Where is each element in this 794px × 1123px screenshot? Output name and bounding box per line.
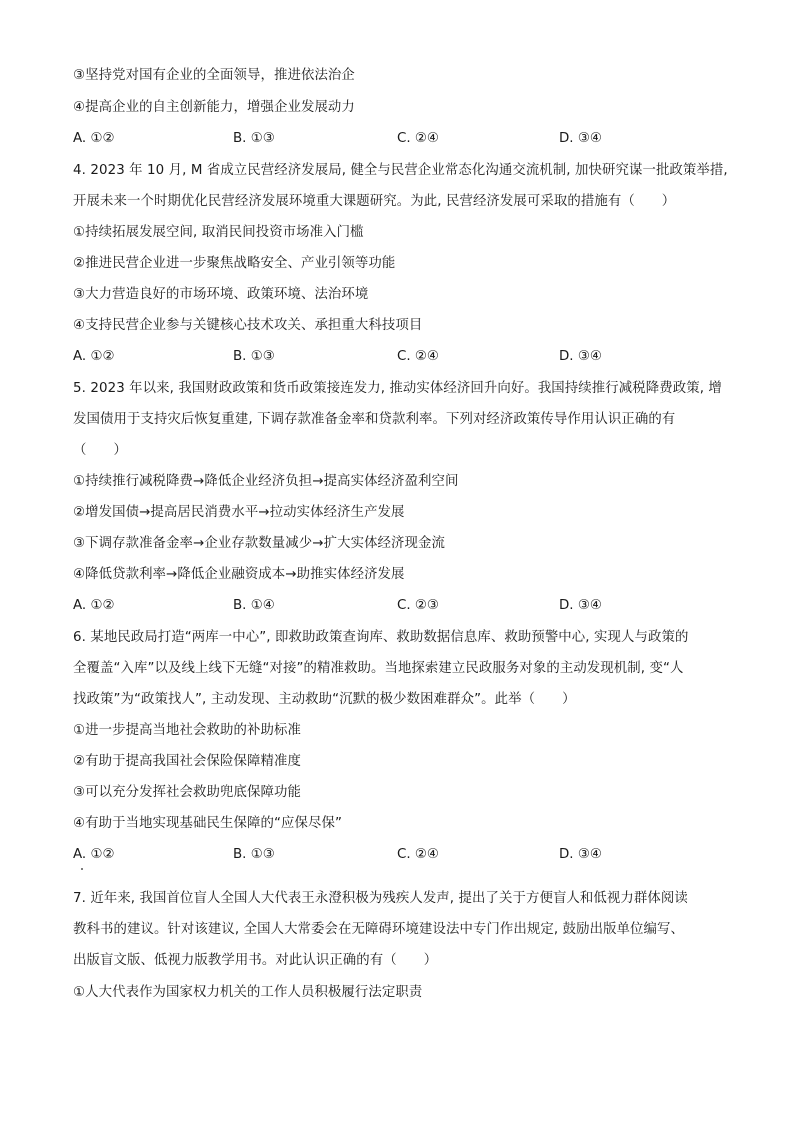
q5-option-d[interactable]: D. ③④ bbox=[559, 598, 602, 613]
q6-item-3: ③可以充分发挥社会救助兜底保障功能 bbox=[73, 785, 301, 800]
q5-stem-line-3: （ ） bbox=[73, 443, 127, 458]
q7-item-1: ①人大代表作为国家权力机关的工作人员积极履行法定职责 bbox=[73, 985, 423, 1000]
q3-item-4: ④提高企业的自主创新能力，增强企业发展动力 bbox=[73, 100, 355, 115]
q5-option-c[interactable]: C. ②③ bbox=[397, 598, 439, 613]
q3-item-3: ③坚持党对国有企业的全面领导，推进依法治企 bbox=[73, 68, 355, 83]
q5-stem-line-1: 5. 2023 年以来, 我国财政政策和货币政策接连发力, 推动实体经济回升向好。我国持续推行减税降费政策, 增 bbox=[73, 381, 722, 396]
q6-stem-line-2: 全覆盖“入库”以及线上线下无缝“对接”的精准救助。当地探索建立民政服务对象的主动发现机制, 变“人 bbox=[73, 661, 684, 676]
q5-item-3: ③下调存款准备金率→企业存款数量减少→扩大实体经济现金流 bbox=[73, 536, 446, 551]
q4-option-a[interactable]: A. ①② bbox=[73, 349, 115, 364]
q4-options bbox=[73, 348, 733, 366]
q7-stem-line-2: 教科书的建议。针对该建议, 全国人大常委会在无障碍环境建设法中专门作出规定, 鼓励出版单位编写、 bbox=[73, 922, 685, 937]
q3-option-a[interactable]: A. ①② bbox=[73, 131, 115, 146]
q3-option-c[interactable]: C. ②④ bbox=[397, 131, 439, 146]
q4-option-c[interactable]: C. ②④ bbox=[397, 349, 439, 364]
q4-option-d[interactable]: D. ③④ bbox=[559, 349, 602, 364]
q5-options bbox=[73, 597, 733, 615]
q6-item-1: ①进一步提高当地社会救助的补助标准 bbox=[73, 723, 301, 738]
q6-stem-line-3: 找政策”为“政策找人”, 主动发现、主动救助“沉默的极少数困难群众”。此举（ ） bbox=[73, 692, 576, 707]
q7-stem-line-1: 7. 近年来, 我国首位盲人全国人大代表王永澄积极为残疾人发声, 提出了关于方便盲人和低视力群体阅读 bbox=[73, 891, 688, 906]
q6-item-2: ②有助于提高我国社会保险保障精准度 bbox=[73, 754, 301, 769]
q4-item-4: ④支持民营企业参与关键核心技术攻关、承担重大科技项目 bbox=[73, 318, 423, 333]
q6-stem-line-1: 6. 某地民政局打造“两库一中心”, 即救助政策查询库、救助数据信息库、救助预警中心, 实现人与政策的 bbox=[73, 630, 689, 645]
q3-option-b[interactable]: B. ①③ bbox=[233, 131, 275, 146]
q5-item-1: ①持续推行减税降费→降低企业经济负担→提高实体经济盈利空间 bbox=[73, 474, 459, 489]
q4-stem-line-2: 开展未来一个时期优化民营经济发展环境重大课题研究。为此, 民营经济发展可采取的措施有（ ） bbox=[73, 194, 676, 209]
q5-item-4: ④降低贷款利率→降低企业融资成本→助推实体经济发展 bbox=[73, 567, 405, 582]
q5-stem-line-2: 发国债用于支持灾后恢复重建, 下调存款准备金率和贷款利率。下列对经济政策传导作用认识正确的有 bbox=[73, 412, 676, 427]
q3-option-d[interactable]: D. ③④ bbox=[559, 131, 602, 146]
q5-option-b[interactable]: B. ①④ bbox=[233, 598, 275, 613]
q7-stem-line-3: 出版盲文版、低视力版教学用书。对此认识正确的有（ ） bbox=[73, 953, 438, 968]
q4-stem-line-1: 4. 2023 年 10 月, M 省成立民营经济发展局, 健全与民营企业常态化沟通交流机制, 加快研究谋一批政策举措, bbox=[73, 163, 728, 178]
q6-option-d[interactable]: D. ③④ bbox=[559, 847, 602, 862]
q4-item-1: ①持续拓展发展空间, 取消民间投资市场准入门槛 bbox=[73, 225, 364, 240]
q4-option-b[interactable]: B. ①③ bbox=[233, 349, 275, 364]
q3-options bbox=[73, 130, 733, 148]
q6-item-4: ④有助于当地实现基础民生保障的“应保尽保” bbox=[73, 816, 343, 831]
q6-option-c[interactable]: C. ②④ bbox=[397, 847, 439, 862]
q4-item-2: ②推进民营企业进一步聚焦战略安全、产业引领等功能 bbox=[73, 256, 396, 271]
q6-options bbox=[73, 846, 733, 864]
q5-item-2: ②增发国债→提高居民消费水平→拉动实体经济生产发展 bbox=[73, 505, 405, 520]
stray-mark bbox=[81, 868, 83, 870]
q6-option-b[interactable]: B. ①③ bbox=[233, 847, 275, 862]
q4-item-3: ③大力营造良好的市场环境、政策环境、法治环境 bbox=[73, 287, 369, 302]
q5-option-a[interactable]: A. ①② bbox=[73, 598, 115, 613]
q6-option-a[interactable]: A. ①② bbox=[73, 847, 115, 862]
